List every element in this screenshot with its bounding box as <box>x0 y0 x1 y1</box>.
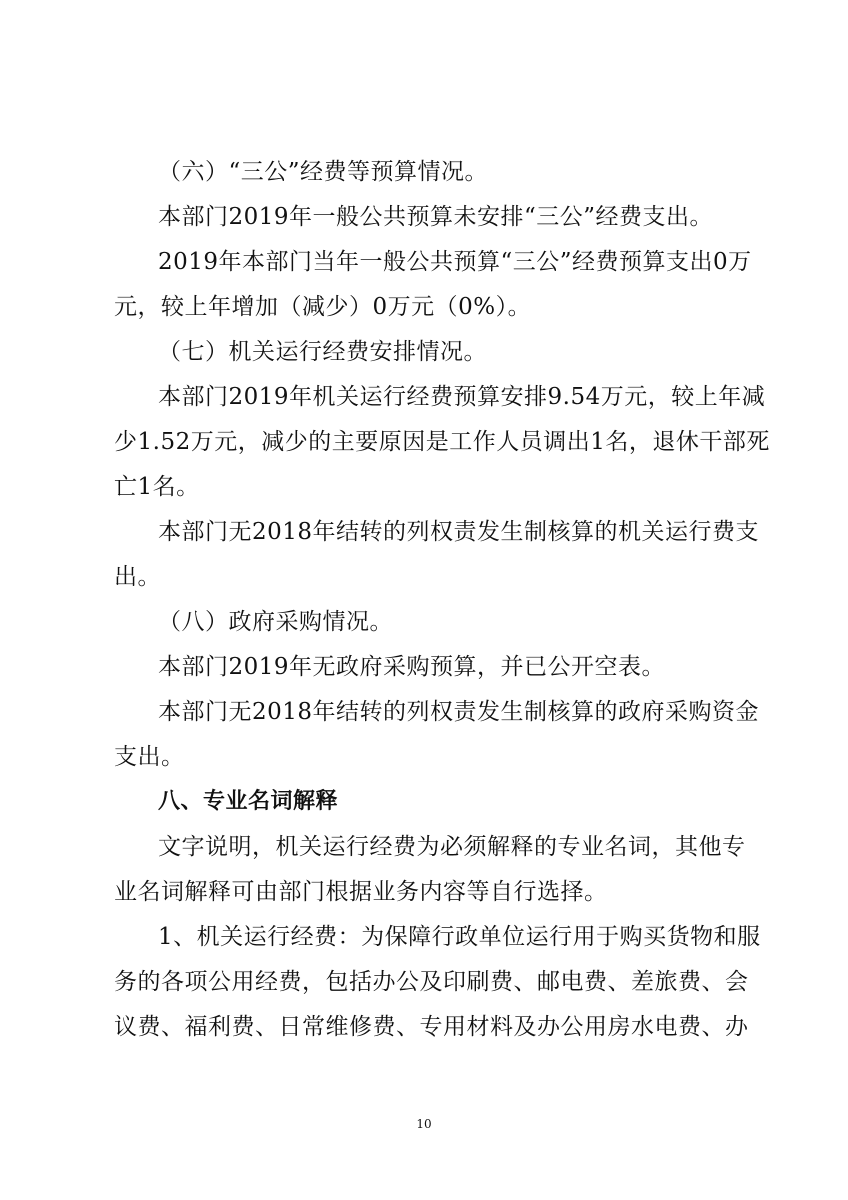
paragraph-line: 本部门2019年机关运行经费预算安排9.54万元，较上年减 <box>158 384 766 410</box>
paragraph-line: 本部门2019年一般公共预算未安排“三公”经费支出。 <box>158 204 714 230</box>
paragraph-line: 业名词解释可由部门根据业务内容等自行选择。 <box>114 879 608 905</box>
subsection-heading-six: （六）“三公”经费等预算情况。 <box>158 159 489 185</box>
paragraph-line: 本部门无2018年结转的列权责发生制核算的政府采购资金 <box>158 699 760 725</box>
paragraph-line: 出。 <box>114 564 161 590</box>
paragraph-line: 1、机关运行经费：为保障行政单位运行用于购买货物和服 <box>158 924 761 950</box>
subsection-heading-eight: （八）政府采购情况。 <box>158 609 393 635</box>
paragraph-line: 本部门2019年无政府采购预算，并已公开空表。 <box>158 654 666 680</box>
paragraph-line: 支出。 <box>114 744 185 770</box>
section-heading-terms: 八、专业名词解释 <box>158 789 339 814</box>
paragraph-line: 文字说明，机关运行经费为必须解释的专业名词，其他专 <box>158 834 746 860</box>
paragraph-line: 议费、福利费、日常维修费、专用材料及办公用房水电费、办 <box>114 1014 749 1040</box>
subsection-heading-seven: （七）机关运行经费安排情况。 <box>158 339 487 365</box>
paragraph-line: 少1.52万元，减少的主要原因是工作人员调出1名，退休干部死 <box>114 429 770 455</box>
paragraph-line: 元，较上年增加（减少）0万元（0%）。 <box>114 294 532 320</box>
page-number: 10 <box>416 1117 432 1131</box>
paragraph-line: 2019年本部门当年一般公共预算“三公”经费预算支出0万 <box>158 249 752 275</box>
paragraph-line: 务的各项公用经费，包括办公及印刷费、邮电费、差旅费、会 <box>114 969 749 995</box>
paragraph-line: 亡1名。 <box>114 474 200 500</box>
paragraph-line: 本部门无2018年结转的列权责发生制核算的机关运行费支 <box>158 519 760 545</box>
